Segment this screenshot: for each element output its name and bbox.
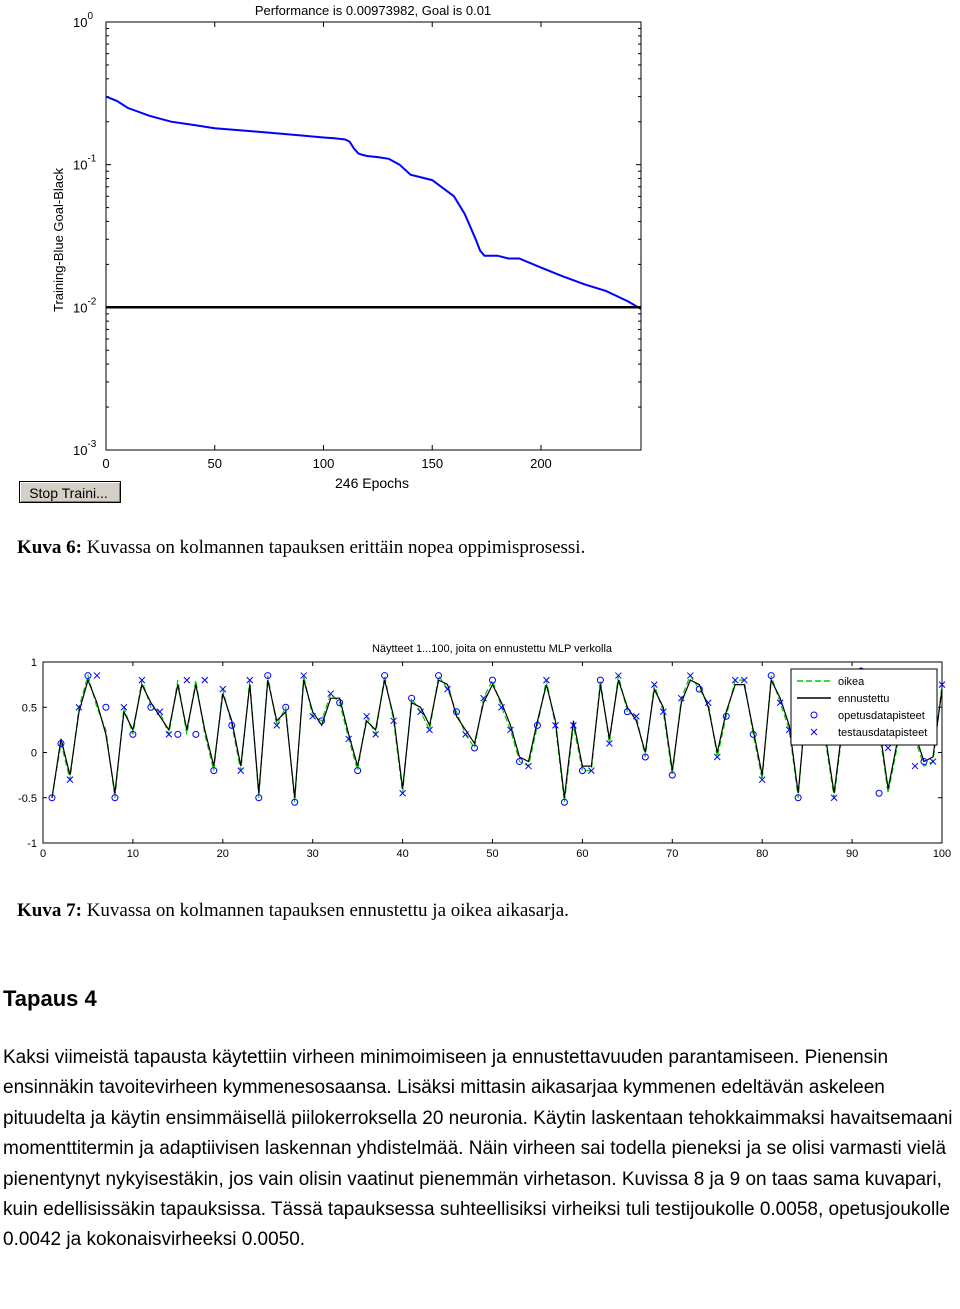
prediction-chart <box>0 635 960 865</box>
x-tick-label: 20 <box>216 848 229 860</box>
x-tick-label: 30 <box>306 848 319 860</box>
x-tick-label: 60 <box>576 848 589 860</box>
x-tick-label: 0 <box>39 848 47 860</box>
y-tick-label: $10^{-2}$ <box>73 296 97 316</box>
x-tick-label: 40 <box>396 848 409 860</box>
y-axis-label: Training-Blue Goal-Black <box>51 167 66 313</box>
chart-title: Performance is 0.00973982, Goal is 0.01 <box>254 3 492 18</box>
stop-training-button[interactable]: Stop Traini... <box>19 481 121 503</box>
chart-title: Näytteet 1...100, joita on ennustettu MLP verkolla <box>371 643 613 655</box>
x-tick-label: 90 <box>845 848 859 860</box>
caption-text: Kuvassa on kolmannen tapauksen ennustettu ja oikea aikasarja. <box>81 900 569 921</box>
x-tick-label: 100 <box>312 456 335 471</box>
x-tick-label: 70 <box>666 848 679 860</box>
x-tick-label: 10 <box>126 848 140 860</box>
x-tick-label: 50 <box>486 848 499 860</box>
y-tick-label: 0.5 <box>21 702 37 715</box>
x-tick-label: 200 <box>530 456 552 471</box>
y-tick-label: $10^0$ <box>73 11 94 30</box>
x-tick-label: 50 <box>207 456 222 471</box>
x-tick-label: 100 <box>932 848 952 860</box>
legend-label: opetusdatapisteet <box>838 710 925 722</box>
y-tick-label: 1 <box>30 657 37 669</box>
y-tick-label: $10^{-1}$ <box>73 153 97 173</box>
x-axis-label: 246 Epochs <box>335 475 409 491</box>
section-paragraph: Kaksi viimeistä tapausta käytettiin virheen minimoimiseen ja ennustettavuuden parantamiseen. Pienensin ensinnäkin tavoitevirheen kymmenesosaansa. Lisäksi mittasin aikasarjaa kymmenen edeltävän askeleen pituudelta ja käytin ensimmäisellä piilokerroksella 20 neuronia. Käytin laskentaan tehokkaimmaksi havaitsemaani momenttitermin ja adaptiivisen laskennan yhdistelmää. Näin virheen sai todella pieneksi ja se olisi varmasti vielä pienentynyt nykyisestäkin, jos vain olisin vaatinut pienemmän virhetason. Kuvissa 8 ja 9 on taas sama kuvapari, kuin edellisissäkin tapauksissa. Tässä tapauksessa suhteellisiksi virheiksi tuli testijoukolle 0.0058, opetusjoukolle 0.0042 ja kokonaisvirheeksi 0.0050. <box>3 1047 953 1251</box>
y-tick-label: $10^{-3}$ <box>73 439 97 458</box>
legend-label: ennustettu <box>838 693 890 705</box>
figure-6-caption <box>17 537 585 559</box>
y-tick-label: 0 <box>30 747 37 760</box>
caption-label: Kuva 7: <box>17 900 82 921</box>
legend <box>791 669 937 745</box>
caption-text: Kuvassa on kolmannen tapauksen erittäin nopea oppimisprosessi. <box>81 537 586 558</box>
x-tick-label: 80 <box>756 848 769 860</box>
x-tick-label: 150 <box>421 456 444 471</box>
x-tick-label: 0 <box>102 456 110 471</box>
plot-area <box>106 22 641 450</box>
y-tick-label: -1 <box>27 838 37 850</box>
caption-label: Kuva 6: <box>17 537 82 558</box>
legend-label: oikea <box>838 676 865 688</box>
legend-label: testausdatapisteet <box>838 727 928 739</box>
y-tick-label: -0.5 <box>18 792 37 805</box>
figure-7-caption <box>17 900 569 922</box>
section-heading: Tapaus 4 <box>3 986 97 1011</box>
performance-chart <box>0 0 960 505</box>
